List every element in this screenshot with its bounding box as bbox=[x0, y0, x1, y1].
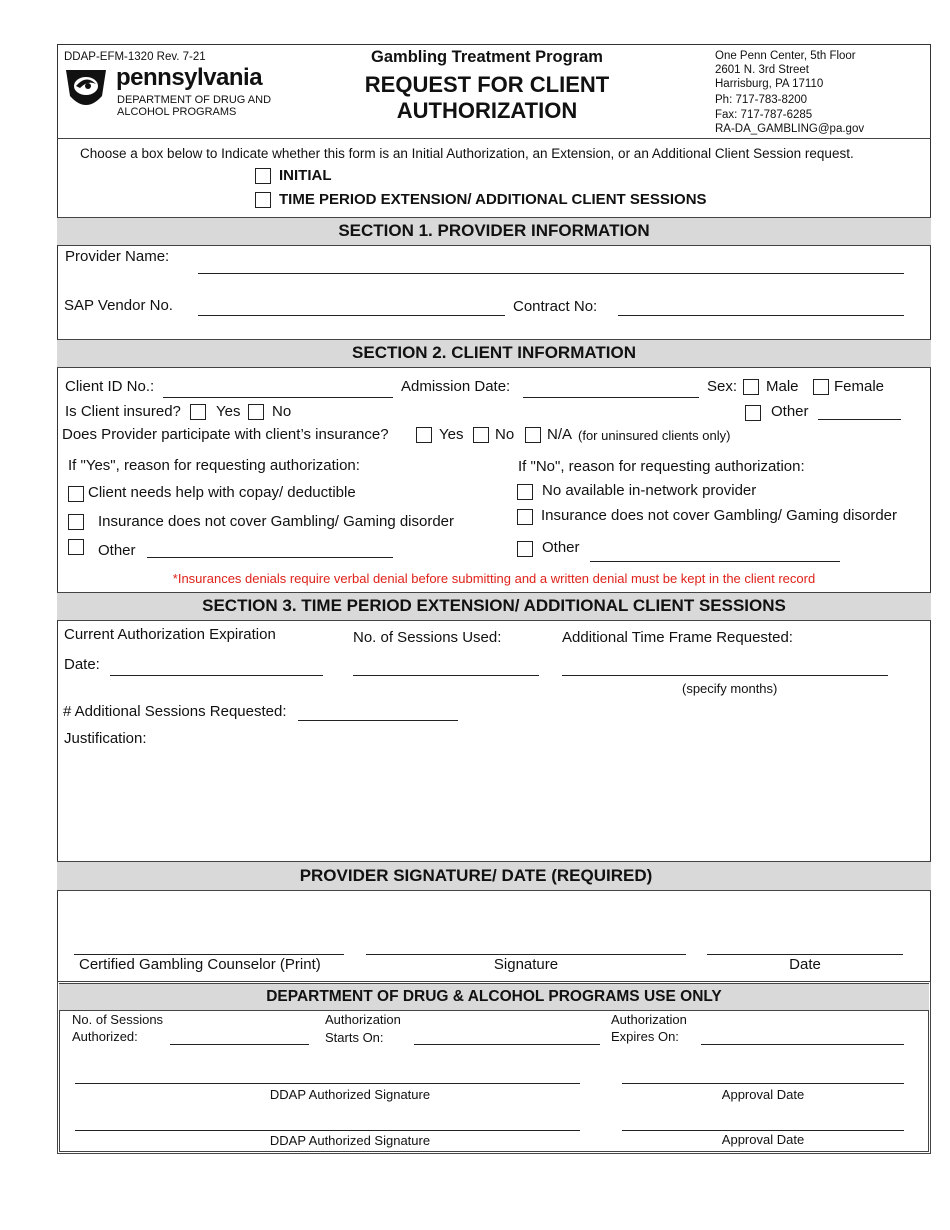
initial-label: INITIAL bbox=[279, 167, 332, 184]
ddap-signature-2-label: DDAP Authorized Signature bbox=[269, 1133, 431, 1148]
client-id-label: Client ID No.: bbox=[65, 378, 155, 395]
justification-area[interactable] bbox=[60, 750, 925, 858]
expiration-label: Current Authorization Expiration bbox=[64, 626, 276, 643]
address-line-2: 2601 N. 3rd Street bbox=[715, 64, 809, 76]
insurance-warning: *Insurances denials require verbal denial before submitting and a written denial must be kept in the client record bbox=[172, 571, 816, 586]
signature-header: PROVIDER SIGNATURE/ DATE (REQUIRED) bbox=[57, 861, 931, 891]
logo-word: pennsylvania bbox=[116, 64, 263, 91]
yes-reason-other-label: Other bbox=[98, 542, 136, 559]
extension-checkbox[interactable] bbox=[255, 192, 271, 208]
phone: Ph: 717-783-8200 bbox=[715, 94, 808, 106]
signature-label: Signature bbox=[493, 956, 559, 973]
ddap-signature-1-label: DDAP Authorized Signature bbox=[269, 1087, 431, 1102]
participate-no-label: No bbox=[495, 426, 515, 443]
initial-checkbox[interactable] bbox=[255, 168, 271, 184]
address-line-1: One Penn Center, 5th Floor bbox=[715, 50, 856, 62]
request-instruction: Choose a box below to Indicate whether this form is an Initial Authorization, an Extension, or an Additional Client Session request. bbox=[80, 146, 854, 161]
ddap-expires-label-2: Expires On: bbox=[611, 1029, 679, 1044]
ddap-date-1-field[interactable] bbox=[622, 1083, 904, 1084]
yes-reason-copay-label: Client needs help with copay/ deductible bbox=[88, 484, 356, 501]
fax: Fax: 717-787-6285 bbox=[715, 109, 813, 121]
provider-name-field[interactable] bbox=[198, 273, 904, 274]
sex-other-checkbox[interactable] bbox=[745, 405, 761, 421]
expiration-date-label: Date: bbox=[64, 656, 100, 673]
insured-yes-label: Yes bbox=[216, 403, 241, 420]
if-yes-heading: If "Yes", reason for requesting authorization: bbox=[68, 457, 360, 474]
justification-label: Justification: bbox=[64, 730, 147, 747]
sessions-used-label: No. of Sessions Used: bbox=[353, 629, 502, 646]
male-label: Male bbox=[766, 378, 799, 395]
additional-sessions-label: # Additional Sessions Requested: bbox=[63, 703, 287, 720]
participate-question: Does Provider participate with client’s insurance? bbox=[62, 426, 389, 443]
insured-question: Is Client insured? bbox=[65, 403, 181, 420]
ddap-signature-2-field[interactable] bbox=[75, 1130, 580, 1131]
no-reason-network-checkbox[interactable] bbox=[517, 484, 533, 500]
provider-name-label: Provider Name: bbox=[65, 248, 170, 265]
logo-line-1: DEPARTMENT OF DRUG AND bbox=[117, 94, 272, 106]
ddap-signature-1-field[interactable] bbox=[75, 1083, 580, 1084]
admission-date-field[interactable] bbox=[523, 397, 699, 398]
participate-na-label: N/A bbox=[547, 426, 573, 443]
ddap-sessions-field[interactable] bbox=[170, 1044, 309, 1045]
participate-na-checkbox[interactable] bbox=[525, 427, 541, 443]
ddap-date-1-label: Approval Date bbox=[721, 1087, 805, 1102]
signature-field[interactable] bbox=[366, 954, 686, 955]
keystone-logo-icon bbox=[64, 66, 108, 116]
address-line-3: Harrisburg, PA 17110 bbox=[715, 78, 824, 90]
male-checkbox[interactable] bbox=[743, 379, 759, 395]
ddap-expires-label-1: Authorization bbox=[611, 1012, 687, 1027]
contract-label: Contract No: bbox=[513, 298, 598, 315]
ddap-sessions-label-2: Authorized: bbox=[72, 1029, 138, 1044]
no-reason-network-label: No available in-network provider bbox=[542, 482, 757, 499]
timeframe-field[interactable] bbox=[562, 675, 888, 676]
insured-no-label: No bbox=[272, 403, 292, 420]
no-reason-other-field[interactable] bbox=[590, 561, 840, 562]
ddap-expires-field[interactable] bbox=[701, 1044, 904, 1045]
additional-sessions-field[interactable] bbox=[298, 720, 458, 721]
logo-line-2: ALCOHOL PROGRAMS bbox=[117, 106, 237, 118]
admission-date-label: Admission Date: bbox=[401, 378, 511, 395]
counselor-print-label: Certified Gambling Counselor (Print) bbox=[79, 956, 321, 973]
insured-yes-checkbox[interactable] bbox=[190, 404, 206, 420]
ddap-starts-field[interactable] bbox=[414, 1044, 600, 1045]
female-label: Female bbox=[834, 378, 885, 395]
sex-label: Sex: bbox=[707, 378, 738, 395]
ddap-sessions-label-1: No. of Sessions bbox=[72, 1012, 164, 1027]
section2-header: SECTION 2. CLIENT INFORMATION bbox=[57, 339, 931, 368]
ddap-starts-label-1: Authorization bbox=[325, 1012, 401, 1027]
yes-reason-other-field[interactable] bbox=[147, 557, 393, 558]
no-reason-nocover-label: Insurance does not cover Gambling/ Gaming disorder bbox=[541, 507, 898, 524]
contract-field[interactable] bbox=[618, 315, 904, 316]
form-id: DDAP-EFM-1320 Rev. 7-21 bbox=[64, 51, 206, 63]
participate-yes-checkbox[interactable] bbox=[416, 427, 432, 443]
ddap-header: DEPARTMENT OF DRUG & ALCOHOL PROGRAMS USE ONLY bbox=[59, 983, 929, 1011]
no-reason-other-label: Other bbox=[542, 539, 580, 556]
yes-reason-copay-checkbox[interactable] bbox=[68, 486, 84, 502]
female-checkbox[interactable] bbox=[813, 379, 829, 395]
if-no-heading: If "No", reason for requesting authorization: bbox=[518, 458, 805, 475]
ddap-date-2-field[interactable] bbox=[622, 1130, 904, 1131]
specify-months-note: (specify months) bbox=[682, 681, 778, 696]
sap-vendor-field[interactable] bbox=[198, 315, 505, 316]
section3-header: SECTION 3. TIME PERIOD EXTENSION/ ADDITIONAL CLIENT SESSIONS bbox=[57, 592, 931, 621]
yes-reason-nocover-checkbox[interactable] bbox=[68, 514, 84, 530]
sessions-used-field[interactable] bbox=[353, 675, 539, 676]
ddap-starts-label-2: Starts On: bbox=[325, 1030, 384, 1045]
timeframe-label: Additional Time Frame Requested: bbox=[562, 629, 793, 646]
email: RA-DA_GAMBLING@pa.gov bbox=[715, 123, 865, 135]
date-label: Date bbox=[789, 956, 821, 973]
no-reason-nocover-checkbox[interactable] bbox=[517, 509, 533, 525]
no-reason-other-checkbox[interactable] bbox=[517, 541, 533, 557]
participate-na-note: (for uninsured clients only) bbox=[578, 428, 731, 443]
date-field[interactable] bbox=[707, 954, 903, 955]
insured-no-checkbox[interactable] bbox=[248, 404, 264, 420]
page-title: REQUEST FOR CLIENT AUTHORIZATION bbox=[364, 72, 610, 123]
participate-yes-label: Yes bbox=[439, 426, 464, 443]
sex-other-label: Other bbox=[771, 403, 809, 420]
program-name: Gambling Treatment Program bbox=[371, 48, 603, 66]
section1-header: SECTION 1. PROVIDER INFORMATION bbox=[57, 217, 931, 246]
expiration-date-field[interactable] bbox=[110, 675, 323, 676]
participate-no-checkbox[interactable] bbox=[473, 427, 489, 443]
client-id-field[interactable] bbox=[163, 397, 393, 398]
yes-reason-other-checkbox[interactable] bbox=[68, 539, 84, 555]
yes-reason-nocover-label: Insurance does not cover Gambling/ Gaming disorder bbox=[98, 513, 455, 530]
ddap-date-2-label: Approval Date bbox=[721, 1132, 805, 1147]
sap-vendor-label: SAP Vendor No. bbox=[64, 297, 173, 314]
sex-other-field[interactable] bbox=[818, 419, 901, 420]
extension-label: TIME PERIOD EXTENSION/ ADDITIONAL CLIENT SESSIONS bbox=[279, 191, 707, 208]
counselor-print-field[interactable] bbox=[74, 954, 344, 955]
